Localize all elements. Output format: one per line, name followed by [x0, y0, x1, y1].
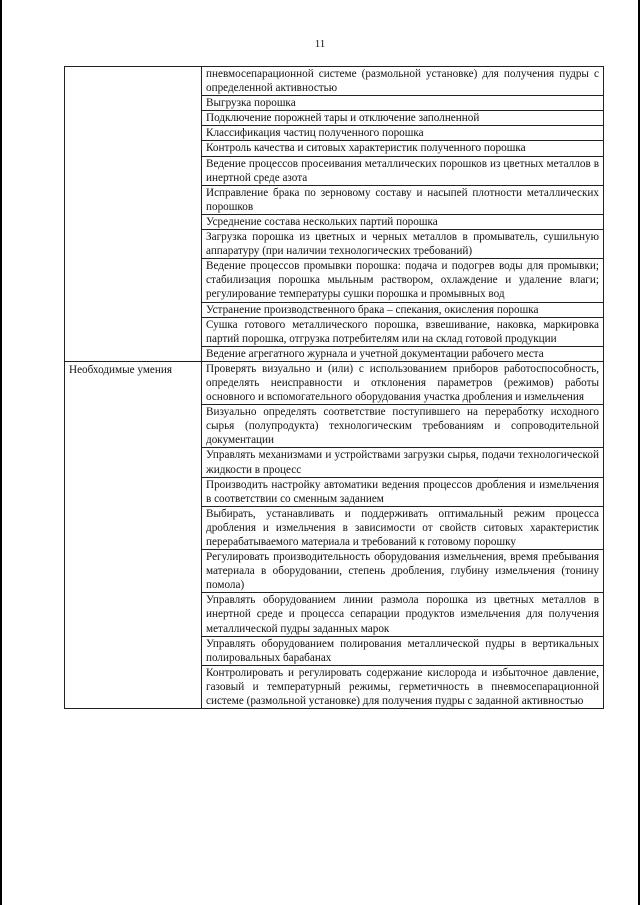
table-cell-item: Ведение процессов просеивания металлических порошков из цветных металлов в инертной среде азота: [202, 156, 604, 185]
table-cell-item: Устранение производственного брака – спекания, окисления порошка: [202, 302, 604, 317]
table-cell-item: Классификация частиц полученного порошка: [202, 126, 604, 141]
table-cell-item: Контролировать и регулировать содержание кислорода и избыточное давление, газовый и температурный режимы, герметичность в пневмосепарационной системе (размольной установке) для получения пудры с заданной активностью: [202, 665, 604, 708]
continuation-label-cell: [65, 67, 202, 362]
table-cell-item: Проверять визуально и (или) с использованием приборов работоспособность, определять неисправности и отклонения параметров (режимов) работы основного и вспомогательного оборудования участка дробления и измельчения: [202, 361, 604, 404]
table-cell-item: Визуально определять соответствие поступившего на переработку исходного сырья (полупродукта) технологическим требованиям и сопроводительной документации: [202, 405, 604, 448]
table-cell-item: Исправление брака по зерновому составу и насыпей плотности металлических порошков: [202, 185, 604, 214]
page-number: 11: [314, 38, 326, 50]
table-cell-item: Сушка готового металлического порошка, взвешивание, наковка, маркировка партий порошка, отгрузка потребителям или на склад готовой продукции: [202, 317, 604, 346]
scan-edge-left: [0, 0, 2, 905]
table-cell-item: Загрузка порошка из цветных и черных металлов в промыватель, сушильную аппаратуру (при наличии технологических требований): [202, 230, 604, 259]
table-cell-item: пневмосепарационной системе (размольной установке) для получения пудры с определенной активностью: [202, 67, 604, 96]
table-row: [65, 361, 604, 404]
table-row: [65, 67, 604, 96]
table-cell-item: Регулировать производительность оборудования измельчения, время пребывания материала в оборудовании, степень дробления, глубину измельчения (тонину помола): [202, 550, 604, 593]
table-cell-item: Управлять оборудованием полирования металлической пудры в вертикальных полировальных барабанах: [202, 636, 604, 665]
table-cell-item: Ведение процессов промывки порошка: подача и подогрев воды для промывки; стабилизация порошка мыльным раствором, охлаждение и удаление влаги; регулирование температуры сушки порошка и промывных вод: [202, 259, 604, 302]
table-cell-item: Ведение агрегатного журнала и учетной документации рабочего места: [202, 346, 604, 361]
table-cell-item: Усреднение состава нескольких партий порошка: [202, 214, 604, 229]
table-cell-item: Контроль качества и ситовых характеристик полученного порошка: [202, 141, 604, 156]
requirements-table: [64, 66, 604, 709]
table-cell-item: Управлять оборудованием линии размола порошка из цветных металлов в инертной среде и процесса сепарации продуктов измельчения для получения металлической пудры заданных марок: [202, 593, 604, 636]
table-cell-item: Управлять механизмами и устройствами загрузки сырья, подачи технологической жидкости в процесс: [202, 448, 604, 477]
table-cell-item: Выбирать, устанавливать и поддерживать оптимальный режим процесса дробления и измельчения в зависимости от свойств ситовых характеристик перерабатываемого материала и требований к готовому порошку: [202, 506, 604, 549]
table-cell-item: Производить настройку автоматики ведения процессов дробления и измельчения в соответствии со сменным заданием: [202, 477, 604, 506]
skills-label-cell: Необходимые умения: [65, 361, 202, 708]
table-cell-item: Выгрузка порошка: [202, 96, 604, 111]
table-cell-item: Подключение порожней тары и отключение заполненной: [202, 111, 604, 126]
